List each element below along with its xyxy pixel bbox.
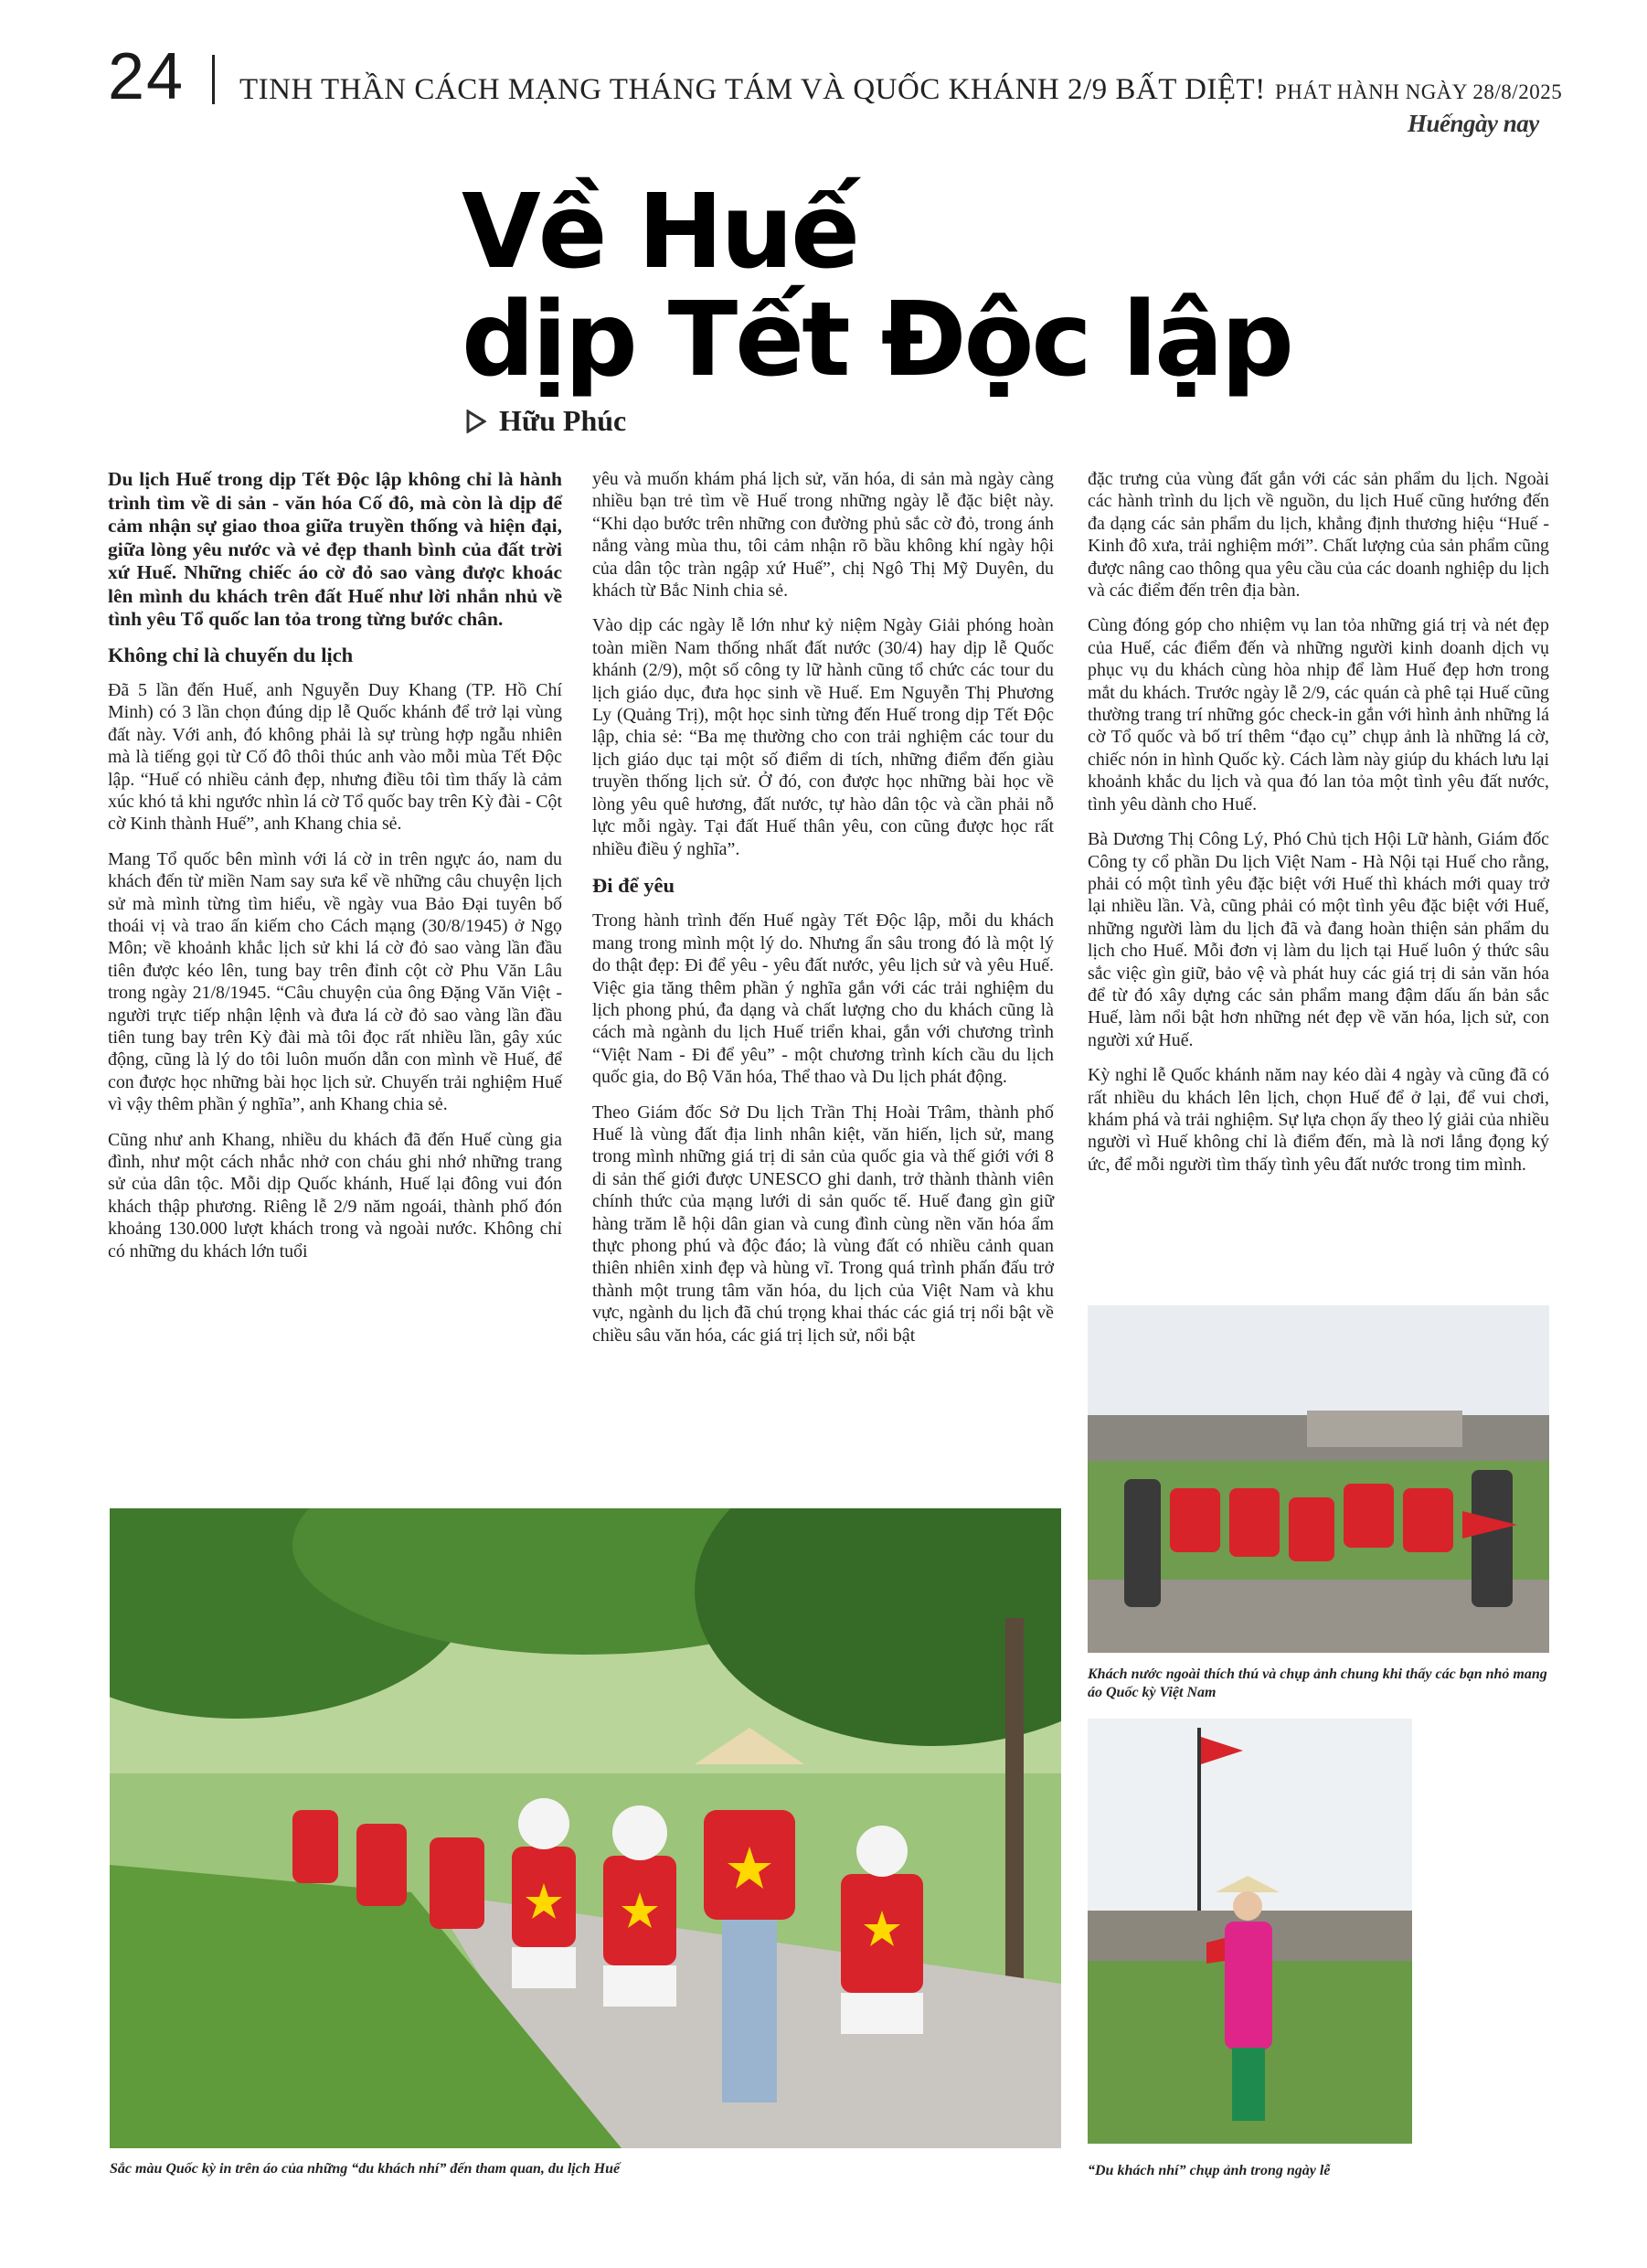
page-number: 24 (108, 40, 186, 113)
paragraph: Theo Giám đốc Sở Du lịch Trần Thị Hoài Trâm, thành phố Huế là vùng đất địa linh nhân kiệt, văn hiến, lịch sử, mang trong mình những giá trị di sản của quốc gia và thế giới với 8 di sản thế giới được UNESCO ghi danh, trở thành thành viên chính thức của mạng lưới di sản quốc tế. Huế đang gìn giữ hàng trăm lễ hội dân gian và cung đình cùng nền văn hóa ẩm thực phong phú và độc đáo; là vùng đất có nhiều cảnh quan thiên nhiên xinh đẹp và hùng vĩ. Trong quá trình phấn đấu trở thành một trung tâm văn hóa, du lịch của Việt Nam và khu vực, ngành du lịch đã chú trọng khai thác các giá trị nổi bật về chiều sâu văn hóa, các giá trị lịch sử, nổi bật (592, 1102, 1054, 1346)
paragraph: Cũng như anh Khang, nhiều du khách đã đến Huế cùng gia đình, như một cách nhắc nhở con cháu ghi nhớ những trang sử của dân tộc. Mỗi dịp Quốc khánh, Huế lại đông vui đón khách thập phương. Riêng lễ 2/9 năm ngoái, thành phố đón khoảng 130.000 lượt khách trong và ngoài nước. Không chỉ có những du khách lớn tuổi (108, 1129, 562, 1262)
byline (466, 404, 626, 438)
column-1 (108, 468, 562, 1275)
paragraph: Cùng đóng góp cho nhiệm vụ lan tỏa những giá trị và nét đẹp của Huế, các điểm đến và những người kinh doanh dịch vụ phục vụ du khách cùng hòa nhịp để làm Huế đẹp hơn trong mắt du khách. Trước ngày lễ 2/9, các quán cà phê tại Huế cũng thường trang trí những góc check-in gắn với hình ảnh những lá cờ Tổ quốc và bố trí thêm “đạo cụ” chụp ảnh là những lá cờ, chiếc nón in hình Quốc kỳ. Cách làm này giúp du khách lưu lại khoảnh khắc du lịch và qua đó lan tỏa một tình yêu đất nước, tình yêu dành cho Huế. (1088, 615, 1549, 815)
paragraph: Vào dịp các ngày lễ lớn như kỷ niệm Ngày Giải phóng hoàn toàn miền Nam thống nhất đất nước (30/4) hay dịp lễ Quốc khánh (2/9), một số công ty lữ hành cũng tổ chức các tour du lịch giáo dục, đưa học sinh về Huế. Em Nguyễn Thị Phương Ly (Quảng Trị), một học sinh từng đến Huế trong dịp Tết Độc lập, chia sẻ: “Ba mẹ thường cho con trải nghiệm các tour du lịch giáo dục tại một số điểm di tích, những điểm đến giàu truyền thống lịch sử. Ở đó, con được học những bài học về lòng yêu quê hương, đất nước, tự hào dân tộc và cần phải nỗ lực mỗi ngày. Tại đất Huế thân yêu, con cũng được học rất nhiều điều ý nghĩa”. (592, 615, 1054, 859)
paragraph: yêu và muốn khám phá lịch sử, văn hóa, di sản mà ngày càng nhiều bạn trẻ tìm về Huế trong những ngày lễ đặc biệt này. “Khi dạo bước trên những con đường phủ sắc cờ đỏ, trong ánh nắng vàng mùa thu, tôi cảm nhận rõ bầu không khí ngày hội của dân tộc tràn ngập xứ Huế”, chị Ngô Thị Mỹ Duyên, du khách từ Bắc Ninh chia sẻ. (592, 469, 1054, 602)
column-2 (592, 468, 1054, 1359)
title-line-2: dịp Tết Độc lập (462, 281, 1291, 399)
subheading-2: Đi để yêu (592, 873, 675, 897)
paragraph: Mang Tổ quốc bên mình với lá cờ in trên ngực áo, nam du khách đến từ miền Nam say sưa kể về những câu chuyện lịch sử mà mình từng tìm hiểu, về ngày vua Bảo Đại tuyên bố thoái vị và trao ấn kiếm cho Cách mạng (30/8/1945) ở Ngọ Môn; về khoảnh khắc lịch sử khi lá cờ đỏ sao vàng lần đầu tiên được kéo lên, tung bay trên đỉnh cột cờ Phu Văn Lâu trong ngày 21/8/1945. “Câu chuyện của ông Đặng Văn Việt - người trực tiếp nhận lệnh và đưa lá cờ đỏ sao vàng lần đầu tiên tung bay trên Kỳ đài mà tôi đọc rất nhiều lần, gây xúc động, cũng là lý do tôi luôn muốn dẫn con mình về Huế, để con được học những bài học lịch sử. Chuyến trải nghiệm Huế vì vậy thêm phần ý nghĩa”, anh Khang chia sẻ. (108, 848, 562, 1115)
paragraph: Bà Dương Thị Công Lý, Phó Chủ tịch Hội Lữ hành, Giám đốc Công ty cổ phần Du lịch Việt Nam - Hà Nội tại Huế cho rằng, phải có một tình yêu đặc biệt với Huế thì khách mới quay trở lại nhiều lần. Và, cũng phải có một tình yêu đặc biệt với Huế, những người làm du lịch đã và đang hoàn thiện sản phẩm du lịch cho Huế. Mỗi đơn vị làm du lịch tại Huế luôn ý thức sâu sắc việc gìn giữ, bảo vệ và phát huy các giá trị di sản văn hóa để từ đó xây dựng các sản phẩm mang đậm dấu ấn bản sắc Huế, làm nổi bật hơn những nét đẹp về văn hóa, lịch sử, con người xứ Huế. (1088, 829, 1549, 1050)
title-line-1: Về Huế (462, 173, 858, 292)
article-lead: Du lịch Huế trong dịp Tết Độc lập không chỉ là hành trình tìm về di sản - văn hóa Cố đô, mà còn là dịp để cảm nhận sự giao thoa giữa truyền thống và hiện đại, giữa lòng yêu nước và vẻ đẹp thanh bình của đất trời xứ Huế. Những chiếc áo cờ đỏ sao vàng được khoác lên mình du khách trên đất Huế như lời nhắn nhủ về tình yêu Tổ quốc lan tỏa trong từng bước chân. (108, 468, 562, 630)
author-name: Hữu Phúc (499, 404, 627, 437)
group-photo (1088, 1305, 1549, 1653)
girl-photo-caption: “Du khách nhí” chụp ảnh trong ngày lễ (1088, 2163, 1331, 2178)
subheading-1: Không chỉ là chuyến du lịch (108, 643, 354, 666)
column-3 (1088, 468, 1549, 1188)
play-triangle-icon (466, 410, 486, 433)
paragraph: đặc trưng của vùng đất gắn với các sản phẩm du lịch. Ngoài các hành trình du lịch về nguồn, du lịch Huế cũng hướng đến đa dạng các sản phẩm du lịch, khẳng định thương hiệu “Huế - Kinh đô xưa, trải nghiệm mới”. Chất lượng của sản phẩm cũng được nâng cao thông qua yêu cầu của các doanh nghiệp du lịch và các điểm đến trên địa bàn. (1088, 469, 1549, 602)
paragraph: Kỳ nghỉ lễ Quốc khánh năm nay kéo dài 4 ngày và cũng đã có rất nhiều du khách lên lịch, chọn Huế để ở lại, để vui chơi, khám phá và trải nghiệm. Sự lựa chọn ấy theo lý giải của nhiều người vì Huế không chỉ là điểm đến, mà là nơi lắng đọng ký ức, để mỗi người tìm thấy tình yêu đất nước trong tim mình. (1088, 1065, 1549, 1175)
header-divider (212, 55, 215, 104)
paragraph: Trong hành trình đến Huế ngày Tết Độc lập, mỗi du khách mang trong mình một lý do. Nhưng ẩn sâu trong đó là một lý do thật đẹp: Đi để yêu - yêu đất nước, yêu lịch sử và yêu Huế. Việc gia tăng thêm phần ý nghĩa gắn với các trải nghiệm du lịch phong phú, đa dạng và chất lượng cho du khách cũng là cách mà ngành du lịch Huế triển khai, gắn với chương trình “Việt Nam - Đi để yêu” - một chương trình kích cầu du lịch quốc gia, do Bộ Văn hóa, Thể thao và Du lịch phát động. (592, 910, 1054, 1088)
article-title (462, 173, 1291, 399)
issue-date: PHÁT HÀNH NGÀY 28/8/2025 (1275, 80, 1563, 103)
header-slogan: TINH THẦN CÁCH MẠNG THÁNG TÁM VÀ QUỐC KHÁNH 2/9 BẤT DIỆT! (239, 73, 1266, 106)
main-photo (110, 1508, 1061, 2148)
main-photo-caption: Sắc màu Quốc kỳ in trên áo của những “du khách nhí” đến tham quan, du lịch Huế (110, 2161, 621, 2177)
paragraph: Đã 5 lần đến Huế, anh Nguyễn Duy Khang (TP. Hồ Chí Minh) có 3 lần chọn đúng dịp lễ Quốc khánh để trở lại vùng đất này. Với anh, đó không phải là sự trùng hợp ngẫu nhiên mà là tiếng gọi từ Cố đô thôi thúc anh vào mỗi mùa Tết Độc lập. “Huế có nhiều cảnh đẹp, nhưng điều tôi tìm thấy là cảm xúc khó tả khi ngước nhìn lá cờ Tổ quốc bay trên Kỳ đài - Cột cờ Kinh thành Huế”, anh Khang chia sẻ. (108, 679, 562, 835)
girl-photo (1088, 1719, 1412, 2144)
publication-logo: Huếngày nay (1408, 110, 1539, 137)
group-photo-caption: Khách nước ngoài thích thú và chụp ảnh chung khi thấy các bạn nhỏ mang áo Quốc kỳ Việt Nam (1088, 1666, 1547, 1700)
